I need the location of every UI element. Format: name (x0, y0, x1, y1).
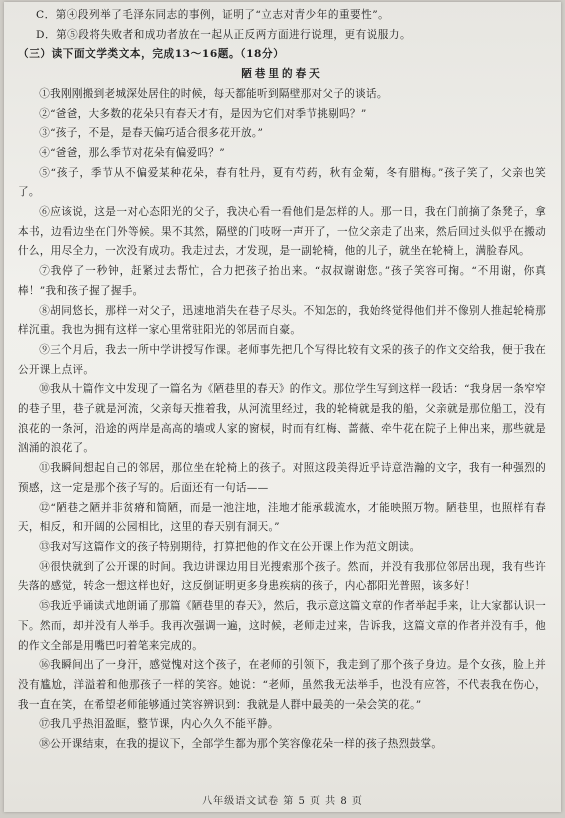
paragraph-14: ⑭很快就到了公开课的时间。我边讲课边用目光搜索那个孩子。然而，并没有我那位邻居出现，我有些许失落的感觉，转念一想这样也好，这反倒证明更多身患疾病的孩子，内心都阳光普照，该多好！ (18, 560, 546, 593)
paragraph-13: ⑬我对写这篇作文的孩子特别期待，打算把他的作文在公开课上作为范文朗读。 (39, 540, 421, 553)
paragraph-1: ①我刚刚搬到老城深处居住的时候，每天都能听到隔壁那对父子的谈话。 (39, 87, 388, 100)
option-d: D．第⑤段将失败者和成功者放在一起从正反两方面进行说理，更有说服力。 (36, 28, 412, 41)
exam-page (4, 2, 561, 812)
paragraph-16: ⑯我瞬间出了一身汗，感觉愧对这个孩子，在老师的引领下，我走到了那个孩子身边。是个女孩，脸上并没有尴尬，洋溢着和他那孩子一样的笑容。她说：“老师，虽然我无法举手，也没有应答，不代表我在伤心，我一直在笑，在希望老师能够通过笑容辨识到：我就是人群中最美的一朵会笑的花。” (18, 659, 546, 711)
paragraph-15: ⑮我近乎诵读式地朗诵了那篇《陋巷里的春天》，然后，我示意这篇文章的作者举起手来，让大家都认识一下。然而，却并没有人举手。我再次强调一遍，这时候，老师走过来，告诉我，这篇文章的作者并没有手，他的作文全部是用嘴巴叼着笔来完成的。 (18, 600, 546, 652)
page-content (18, 6, 546, 755)
paragraph-2: ②“爸爸，大多数的花朵只有春天才有，是因为它们对季节挑剔吗？” (39, 107, 367, 120)
paragraph-18: ⑱公开课结束，在我的提议下，全部学生都为那个笑容像花朵一样的孩子热烈鼓掌。 (39, 738, 443, 751)
paragraph-12: ⑫“陋巷之陋并非贫瘠和简陋，而是一池注地，洼地才能承载流水，才能映照万物。陋巷里，也照样有春天，相反，和开阔的公园相比，这里的春天别有洞天。” (18, 501, 546, 534)
paragraph-10: ⑩我从十篇作文中发现了一篇名为《陋巷里的春天》的作文。那位学生写到这样一段话：“我身居一条窄窄的巷子里，巷子就是河流，父亲每天推着我，从河流里经过，我的轮椅就是我的船，父亲就是那位船工，没有浪花的一条河，沿途的两岸是高高的墙或人家的窗棂，时而有红梅、蔷薇、牵牛花在院子上伸出来，那些就是汹涌的浪花了。 (18, 383, 547, 455)
option-c: C．第④段列举了毛泽东同志的事例，证明了“立志对青少年的重要性”。 (36, 9, 390, 21)
paragraph-4: ④“爸爸，那么季节对花朵有偏爱吗？” (39, 146, 225, 159)
paragraph-9: ⑨三个月后，我去一所中学讲授写作课。老师事先把几个写得比较有文采的孩子的作文交给我，便于我在公开课上点评。 (18, 343, 546, 376)
paragraph-8: ⑧胡同悠长，那样一对父子，迅速地消失在巷子尽头。不知怎的，我始终觉得他们并不像别人推起轮椅那样沉重。我也为拥有这样一家心里常驻阳光的邻居而自豪。 (18, 304, 546, 337)
paragraph-3: ③“孩子，不是，是春天偏巧适合很多花开放。” (39, 127, 264, 140)
paragraph-6: ⑥应该说，这是一对心态阳光的父子，我决心看一看他们是怎样的人。那一日，我在门前摘了条凳子，拿本书，边看边坐在门外等候。果不其然，隔壁的门吱呀一声开了，一位父亲走了出来，然后回过头似乎在搬动什么，用尽全力，一次没有成功。我走过去，才发现，是一副轮椅，他的儿子，就坐在轮椅上，满脸春风。 (18, 206, 546, 258)
paragraph-11: ⑪我瞬间想起自己的邻居，那位坐在轮椅上的孩子。对照这段美得近乎诗意浩瀚的文字，我有一种强烈的预感，这一定是那个孩子写的。后面还有一句话—— (18, 462, 546, 494)
paragraph-7: ⑦我停了一秒钟，赶紧过去帮忙，合力把孩子抬出来。“叔叔谢谢您。”孩子笑容可掬。“不用谢，你真棒！”我和孩子握了握手。 (18, 265, 546, 297)
story-title: 陋巷里的春天 (241, 68, 323, 81)
paragraph-17: ⑰我几乎热泪盈眶，整节课，内心久久不能平静。 (39, 718, 279, 731)
section-heading: （三）读下面文学类文本，完成13～16题。（18分） (18, 48, 285, 61)
paragraph-5: ⑤“孩子，季节从不偏爱某种花朵，春有牡丹，夏有芍药，秋有金菊，冬有腊梅。”孩子笑了，父亲也笑了。 (18, 166, 546, 199)
page-footer: 八年级语文试卷 第 5 页 共 8 页 (202, 796, 363, 807)
